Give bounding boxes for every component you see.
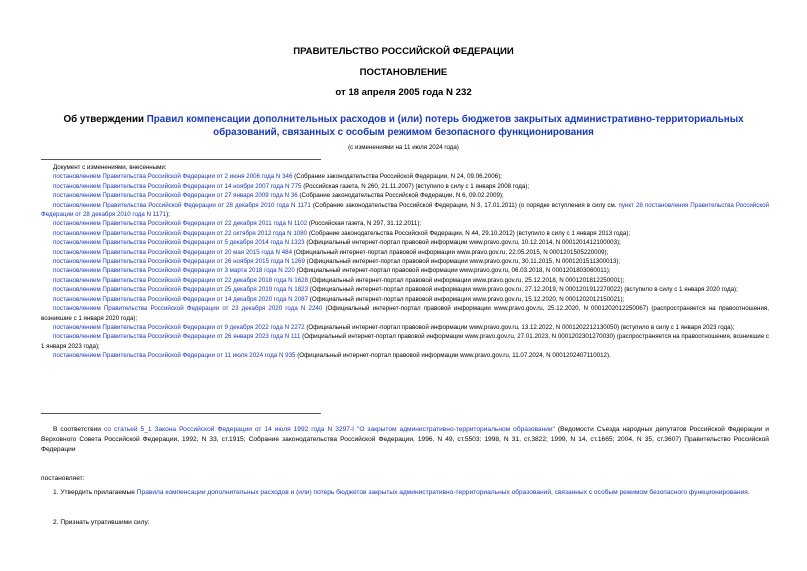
- amendment-link[interactable]: постановлением Правительства Российской Федерации от 26 ноября 2015 года N 1269: [53, 258, 305, 266]
- amendment-source: (Российская газета, N 297, 31.12.2011);: [307, 220, 422, 228]
- amendment-source-tail: );: [166, 211, 170, 219]
- amendment-link[interactable]: постановлением Правительства Российской Федерации от 23 декабря 2020 года N 2240: [53, 305, 323, 313]
- amendment-item: [41, 304, 769, 323]
- law-article-link[interactable]: со статьей 5_1 Закона Российской Федерации от 14 июля 1992 года N 3297-I "О закрытом административно-территориальном образовании": [103, 426, 555, 433]
- amendment-link[interactable]: постановлением Правительства Российской Федерации от 27 января 2009 года N 36: [53, 192, 298, 200]
- clause-1-rest: .: [747, 489, 750, 496]
- amendment-source: (Официальный интернет-портал правовой информации www.pravo.gov.ru, 25.12.2018, N 0001201812250001);: [308, 276, 625, 284]
- amendment-link[interactable]: постановлением Правительства Российской Федерации от 25 декабря 2019 года N 1823: [53, 286, 309, 294]
- amendment-source: (Официальный интернет-портал правовой информации www.pravo.gov.ru, 13.12.2022, N 0001202212130050) (вступило в силу с 1 января 2023 года);: [304, 323, 735, 331]
- amendments-list: [41, 172, 769, 360]
- amendment-item: [41, 182, 769, 191]
- amendment-source: (Официальный интернет-портал правовой информации www.pravo.gov.ru, 27.01.2023, N 0001202301270030) (распространяется на правоотношения, возникшие с 1 января 2023 года);: [41, 333, 770, 350]
- amendment-item: [41, 295, 769, 304]
- amendment-source: (Собрание законодательства Российской Федерации, N 3, 17.01.2011) (о порядке вступления в силу см.: [310, 201, 619, 209]
- amendment-item: [41, 351, 769, 360]
- amendment-source: (Официальный интернет-портал правовой информации www.pravo.gov.ru, 22.05.2015, N 0001201505220009);: [292, 248, 609, 256]
- amendment-link[interactable]: постановлением Правительства Российской Федерации от 5 декабря 2014 года N 1323: [53, 239, 305, 247]
- amendment-item: [41, 248, 769, 257]
- clause-2: 2. Признать утратившими силу:: [53, 519, 150, 526]
- amendment-source: (Официальный интернет-портал правовой информации www.pravo.gov.ru, 11.07.2024, N 0001202407110012).: [295, 352, 611, 360]
- decides-line: постановляет:: [41, 475, 85, 482]
- amendment-link[interactable]: постановлением Правительства Российской Федерации от 2 июня 2006 года N 346: [53, 173, 293, 181]
- amendment-item: [41, 285, 769, 294]
- amendment-link[interactable]: постановлением Правительства Российской Федерации от 28 декабря 2010 года N 1171: [53, 201, 311, 209]
- amendment-source: (Официальный интернет-портал правовой информации www.pravo.gov.ru, 30.11.2015, N 0001201511300013);: [304, 258, 621, 266]
- government-heading: ПРАВИТЕЛЬСТВО РОССИЙСКОЙ ФЕДЕРАЦИИ: [293, 46, 514, 57]
- amendment-item: [41, 172, 769, 181]
- preamble-prefix: В соответствии: [53, 426, 104, 433]
- amendment-item: [41, 332, 769, 351]
- preamble-paragraph: [41, 425, 769, 456]
- amendment-item: [41, 238, 769, 247]
- amendment-item: [41, 229, 769, 238]
- amendment-source: (Собрание законодательства Российской Федерации, N 44, 29.10.2012) (вступило в силу с 1 января 2013 года);: [307, 229, 631, 237]
- amendments-block: [41, 163, 769, 361]
- amendment-secondary-link[interactable]: пункт 28 постановления Правительства Российской Федерации от 28 декабря 2010 года N 1171: [41, 201, 770, 219]
- amendment-item: [41, 323, 769, 332]
- amendment-link[interactable]: постановлением Правительства Российской Федерации от 22 декабря 2011 года N 1102: [53, 220, 308, 228]
- amendment-source: (Официальный интернет-портал правовой информации www.pravo.gov.ru, 27.12.2019, N 0001201912270022) (вступило в силу с 1 января 2020 года);: [308, 286, 738, 294]
- doc-type-heading: ПОСТАНОВЛЕНИЕ: [359, 67, 448, 78]
- amendment-source: (Официальный интернет-портал правовой информации www.pravo.gov.ru, 06.03.2018, N 0001201803060011);: [294, 267, 611, 275]
- amendment-item: [41, 266, 769, 275]
- top-divider: [41, 159, 321, 160]
- amendment-source: (Собрание законодательства Российской Федерации, N 24, 09.06.2006);: [292, 173, 502, 181]
- amendment-link[interactable]: постановлением Правительства Российской Федерации от 3 марта 2018 года N 220: [53, 267, 295, 275]
- amendment-source: (Официальный интернет-портал правовой информации www.pravo.gov.ru, 15.12.2020, N 0001202012150021);: [308, 295, 625, 303]
- preamble-rest: (Ведомости Съезда народных депутатов Российской Федерации и Верховного Совета Российской Федерации, 1992, N 33, ст.1915; Собрание законодательства Российской Федерации, 1996, N 49, ст.5503; 1998, N 31, ст.3822; 1999, N 14, ст.1665; 2004, N 35, ст.3607) Правительство Российской Федерации: [41, 426, 769, 454]
- amendment-link[interactable]: постановлением Правительства Российской Федерации от 14 декабря 2020 года N 2087: [53, 295, 309, 303]
- amendment-link[interactable]: постановлением Правительства Российской Федерации от 9 декабря 2022 года N 2272: [53, 323, 305, 331]
- amendment-item: [41, 276, 769, 285]
- clause-1-prefix: 1. Утвердить прилагаемые: [53, 489, 137, 496]
- amendment-item: [41, 201, 769, 220]
- amendment-source: (Официальный интернет-портал правовой информации www.pravo.gov.ru, 10.12.2014, N 0001201412100003);: [304, 239, 621, 247]
- amendments-intro: Документ с изменениями, внесенными:: [53, 164, 167, 171]
- edition-note: (с изменениями на 11 июля 2024 года): [348, 144, 459, 151]
- amendment-link[interactable]: постановлением Правительства Российской Федерации от 14 ноября 2007 года N 775: [53, 182, 302, 190]
- amendment-item: [41, 219, 769, 228]
- title-prefix: Об утверждении: [63, 114, 147, 125]
- doc-date-heading: от 18 апреля 2005 года N 232: [335, 87, 472, 98]
- amendment-link[interactable]: постановлением Правительства Российской Федерации от 22 декабря 2018 года N 1628: [53, 276, 309, 284]
- amendment-source: (Официальный интернет-портал правовой информации www.pravo.gov.ru, 25.12.2020, N 0001202012250067) (распространяется на правоотношения, возникшие с 1 января 2020 года);: [41, 305, 769, 322]
- amendment-source: (Российская газета, N 260, 21.11.2007) (вступило в силу с 1 января 2008 года);: [301, 182, 530, 190]
- amendment-item: [41, 257, 769, 266]
- amendment-source: (Собрание законодательства Российской Федерации, N 6, 09.02.2009);: [297, 192, 504, 200]
- amendment-link[interactable]: постановлением Правительства Российской Федерации от 11 июля 2024 года N 935: [53, 352, 296, 360]
- amendment-link[interactable]: постановлением Правительства Российской Федерации от 20 мая 2015 года N 484: [53, 248, 293, 256]
- amendment-item: [41, 191, 769, 200]
- approved-rules-link[interactable]: Правила компенсации дополнительных расходов и (или) потерь бюджетов закрытых административно-территориальных образований, связанных с особым режимом безопасного функционирования: [136, 489, 748, 496]
- title-rules-link[interactable]: Правил компенсации дополнительных расходов и (или) потерь бюджетов закрытых административно-территориальных образований, связанных с особым режимом безопасного функционирования: [146, 114, 744, 138]
- amendment-link[interactable]: постановлением Правительства Российской Федерации от 22 октября 2012 года N 1080: [53, 229, 308, 237]
- amendment-link[interactable]: постановлением Правительства Российской Федерации от 26 января 2023 года N 111: [53, 333, 301, 341]
- bottom-divider: [41, 413, 321, 414]
- document-title: [52, 113, 755, 139]
- clause-1: [41, 488, 769, 498]
